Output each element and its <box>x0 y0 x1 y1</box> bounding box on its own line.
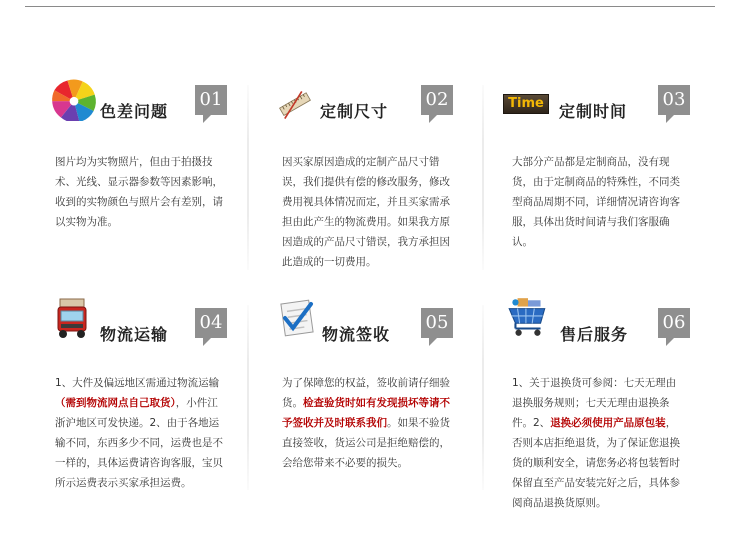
card-number-badge: 01 <box>195 85 227 115</box>
card-title: 定制尺寸 <box>320 102 389 121</box>
card-custom-size <box>270 82 502 292</box>
card-delivery-signing <box>270 305 502 515</box>
card-custom-time <box>500 82 732 292</box>
delivery-truck-icon <box>50 295 94 343</box>
column-divider <box>247 85 249 270</box>
shopping-cart-icon <box>505 293 551 341</box>
card-logistics <box>45 305 277 515</box>
card-number-badge: 06 <box>658 308 690 338</box>
card-description: 大部分产品都是定制商品，没有现货，由于定制商品的特殊性，不同类型商品周期不同，详细情况请咨询客服，具体出货时间请与我们客服确认。 <box>512 156 680 248</box>
card-after-sales <box>500 305 732 515</box>
card-description: 图片均为实物照片，但由于拍摄技术、光线、显示器参数等因素影响，收到的实物颜色与照片会有差别，请以实物为准。 <box>55 156 223 228</box>
checklist-icon <box>275 295 319 341</box>
card-title: 物流运输 <box>100 325 169 344</box>
card-description: 为了保障您的权益，签收前请仔细验货。检查验货时如有发现损坏等请不予签收并及时联系我们。如果不验货直接签收，货运公司是拒绝赔偿的，会给您带来不必要的损失。 <box>282 377 450 469</box>
time-icon: Time <box>503 94 549 114</box>
card-number-badge: 05 <box>421 308 453 338</box>
color-wheel-icon <box>50 77 98 121</box>
card-title: 售后服务 <box>560 325 629 344</box>
card-number-badge: 03 <box>658 85 690 115</box>
column-divider <box>482 85 484 270</box>
top-divider <box>25 6 715 7</box>
card-number-badge: 02 <box>421 85 453 115</box>
card-title: 色差问题 <box>100 102 169 121</box>
column-divider <box>482 305 484 490</box>
card-number-badge: 04 <box>195 308 227 338</box>
column-divider <box>247 305 249 490</box>
card-description: 1、关于退换货可参阅：七天无理由退换服务规则；七天无理由退换条件。2、退换必须使用产品原包装，否则本店拒绝退货，为了保证您退换货的顺利安全，请您务必将包装暂时保留直至产品安装完好之后，具体参阅商品退换货原则。 <box>512 377 680 509</box>
card-description: 1、大件及偏远地区需通过物流运输（需到物流网点自己取货），小件江浙沪地区可发快递。2、由于各地运输不同，东西多少不同，运费也是不一样的，具体运费请咨询客服，宝贝所示运费表示买家承担运费。 <box>55 377 223 489</box>
card-title: 定制时间 <box>559 102 628 121</box>
card-description: 因买家原因造成的定制产品尺寸错误，我们提供有偿的修改服务，修改费用视具体情况而定，并且买家需承担由此产生的物流费用。如果我方原因造成的产品尺寸错误，我方承担因此造成的一切费用。 <box>282 156 450 268</box>
card-color-difference <box>45 82 277 292</box>
card-title: 物流签收 <box>322 325 391 344</box>
ruler-icon <box>275 88 315 122</box>
